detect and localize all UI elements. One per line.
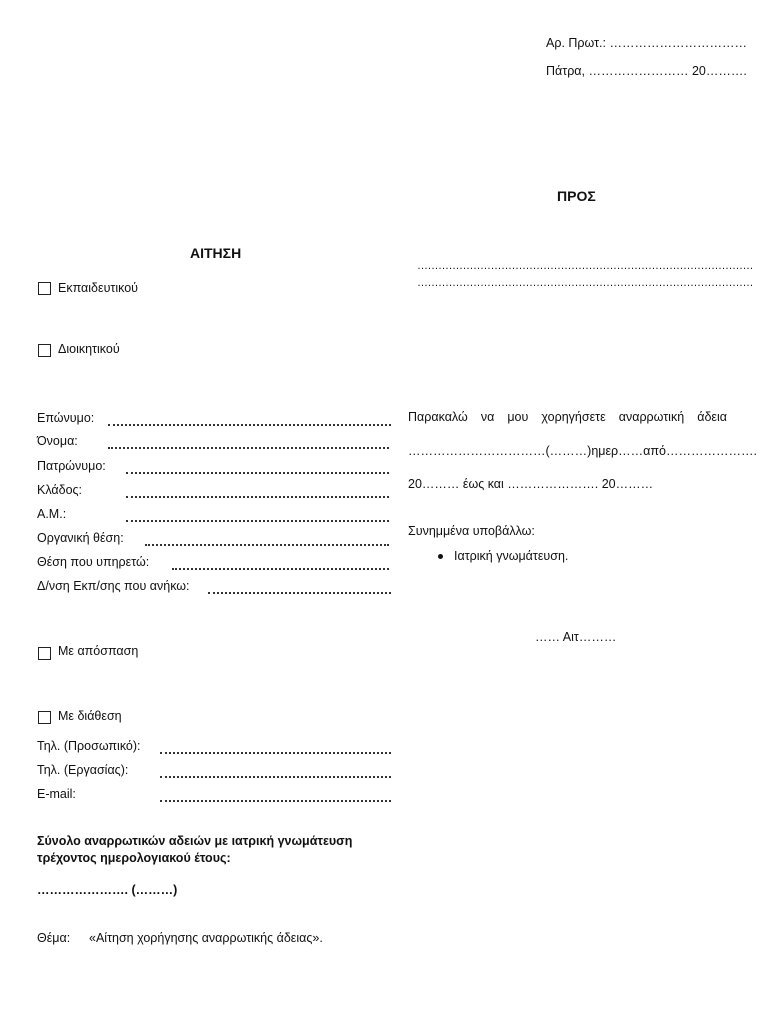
phone-work-label: Τηλ. (Εργασίας): [37, 763, 129, 777]
service-position-label: Θέση που υπηρετώ: [37, 555, 150, 569]
service-position-field[interactable] [172, 568, 389, 570]
disposal-label: Με διάθεση [58, 709, 122, 723]
request-word: ημερ…… [591, 444, 644, 458]
request-word: χορηγήσετε [541, 410, 606, 424]
application-title: ΑΙΤΗΣΗ [190, 245, 242, 261]
directorate-label: Δ/νση Εκπ/σης που ανήκω: [37, 579, 190, 593]
request-word: μου [507, 410, 529, 424]
request-line-2 [408, 444, 757, 458]
request-word: από [643, 444, 666, 458]
name-field[interactable] [108, 447, 389, 449]
directorate-field[interactable] [208, 592, 391, 594]
name-label: Όνομα: [37, 434, 78, 448]
father-name-field[interactable] [126, 472, 389, 474]
bullet-icon [438, 554, 443, 559]
attachments-label: Συνημμένα υποβάλλω: [408, 524, 535, 538]
signature-line: …… Αιτ……… [535, 630, 617, 644]
request-word: να [480, 410, 495, 424]
summary-label-line-2: τρέχοντος ημερολογιακού έτους: [37, 851, 231, 865]
phone-personal-label: Τηλ. (Προσωπικό): [37, 739, 141, 753]
administrative-checkbox[interactable] [38, 344, 51, 357]
organic-position-field[interactable] [145, 544, 389, 546]
disposal-checkbox[interactable] [38, 711, 51, 724]
secondment-checkbox[interactable] [38, 647, 51, 660]
place-date-line: Πάτρα, …………………… 20………. [546, 64, 747, 78]
summary-label-line-1: Σύνολο αναρρωτικών αδειών με ιατρική γνωμάτευση [37, 834, 353, 848]
phone-work-field[interactable] [160, 776, 391, 778]
organic-position-label: Οργανική θέση: [37, 531, 124, 545]
request-line-3: 20……… έως και …………………. 20……… [408, 477, 654, 491]
email-field[interactable] [160, 800, 391, 802]
branch-label: Κλάδος: [37, 483, 83, 497]
secondment-label: Με απόσπαση [58, 644, 139, 658]
father-name-label: Πατρώνυμο: [37, 459, 106, 473]
request-word: αναρρωτική [618, 410, 685, 424]
recipient-title: ΠΡΟΣ [557, 188, 596, 204]
request-line-1 [408, 410, 727, 424]
surname-field[interactable] [108, 424, 391, 426]
summary-value: …………………. (………) [37, 883, 178, 897]
protocol-number-line: Αρ. Πρωτ.: …………………………… [546, 36, 747, 50]
request-days-field[interactable]: …………………………… [408, 444, 546, 458]
administrative-label: Διοικητικού [58, 342, 120, 356]
attachment-item: Ιατρική γνωμάτευση. [454, 549, 569, 563]
educational-label: Εκπαιδευτικού [58, 281, 139, 295]
educational-checkbox[interactable] [38, 282, 51, 295]
branch-field[interactable] [126, 496, 389, 498]
subject-text: «Αίτηση χορήγησης αναρρωτικής άδειας». [89, 931, 323, 945]
request-word: άδεια [697, 410, 727, 424]
subject-label: Θέμα: [37, 931, 71, 945]
am-field[interactable] [126, 520, 389, 522]
phone-personal-field[interactable] [160, 752, 391, 754]
surname-label: Επώνυμο: [37, 411, 95, 425]
request-days-number[interactable]: (………) [545, 444, 592, 458]
recipient-line-2: …………………………………………………………………………………… [417, 277, 753, 289]
request-from-date-field[interactable]: …………………. [665, 444, 757, 458]
am-label: Α.Μ.: [37, 507, 67, 521]
email-label: E-mail: [37, 787, 76, 801]
request-word: Παρακαλώ [408, 410, 468, 424]
recipient-line-1: …………………………………………………………………………………… [417, 260, 753, 272]
